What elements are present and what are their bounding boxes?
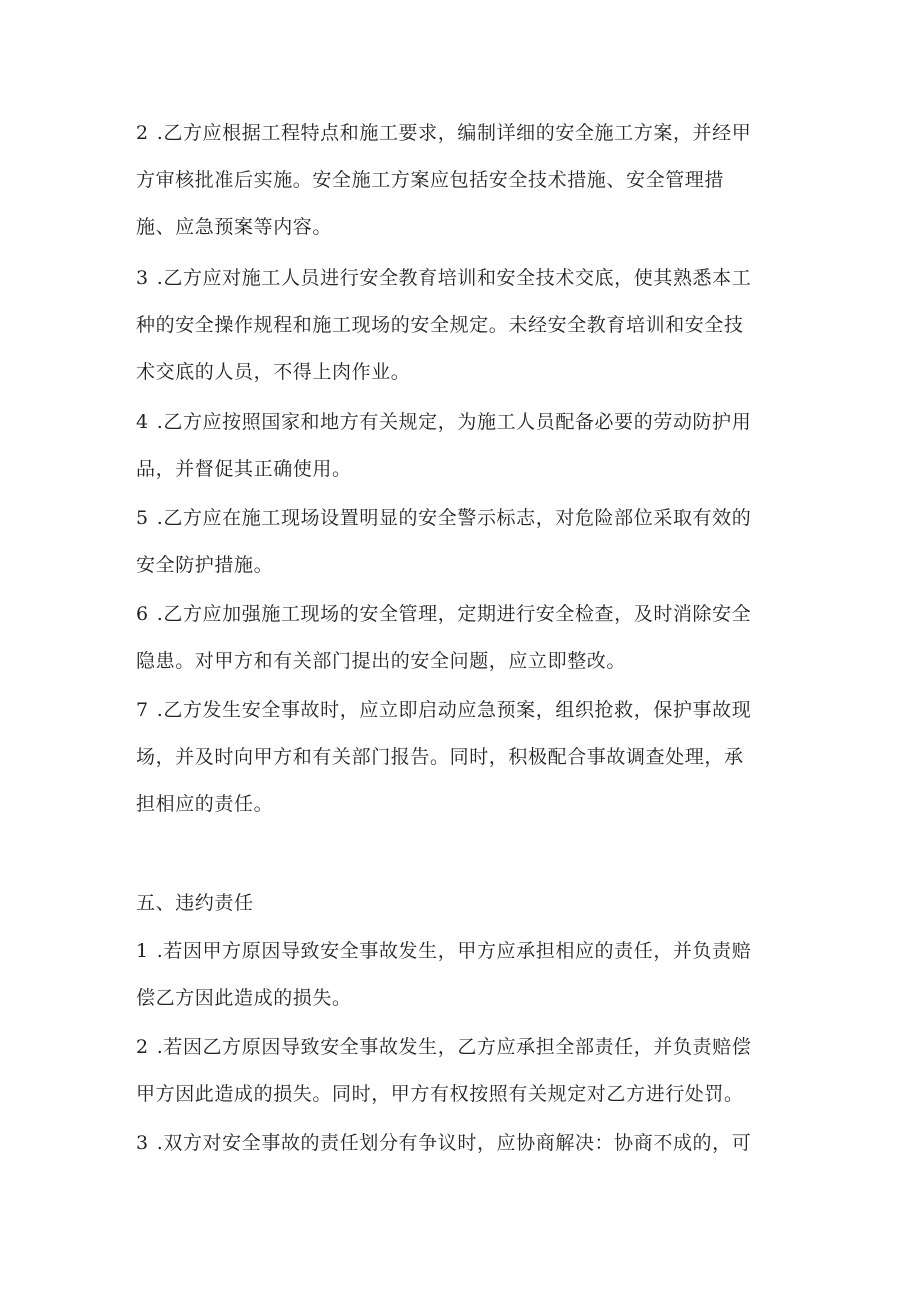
clause-4-6	[136, 591, 776, 685]
clause-number: 2	[136, 1036, 149, 1058]
clause-5-1	[136, 928, 776, 1022]
clause-4-5	[136, 495, 776, 589]
clause-number: 4	[136, 411, 149, 433]
clause-number: 1	[136, 940, 149, 962]
section-heading-breach-liability	[136, 880, 776, 927]
clause-5-3	[136, 1120, 776, 1167]
clause-text-line: 场，并及时向甲方和有关部门报告。同时，积极配合事故调查处理，承	[136, 746, 744, 768]
clause-text-line: .若因甲方原因导致安全事故发生，甲方应承担相应的责任，并负责赔	[156, 940, 752, 962]
clause-text-line: 担相应的责任。	[136, 793, 274, 815]
section-heading-text: 五、违约责任	[136, 892, 254, 914]
clause-text-line: 安全防护措施。	[136, 554, 274, 576]
clause-text-line: 甲方因此造成的损失。同时，甲方有权按照有关规定对乙方进行处罚。	[136, 1083, 744, 1105]
clause-4-2	[136, 110, 776, 251]
clause-text-line: .双方对安全事故的责任划分有争议时，应协商解决：协商不成的，可	[156, 1132, 752, 1154]
clause-text-line: 方审核批准后实施。安全施工方案应包括安全技术措施、安全管理措	[136, 169, 725, 191]
clause-number: 5	[136, 507, 149, 529]
clause-number: 2	[136, 122, 149, 144]
clause-4-3	[136, 255, 776, 396]
clause-4-4	[136, 399, 776, 493]
clause-number: 6	[136, 603, 149, 625]
clause-text-line: 术交底的人员，不得上肉作业。	[136, 361, 411, 383]
clause-text-line: 偿乙方因此造成的损失。	[136, 987, 352, 1009]
clause-text-line: .若因乙方原因导致安全事故发生，乙方应承担全部责任，并负责赔偿	[156, 1036, 752, 1058]
clause-text-line: .乙方发生安全事故时，应立即启动应急预案，组织抢救，保护事故现	[156, 699, 752, 721]
clause-text-line: 品，并督促其正确使用。	[136, 458, 352, 480]
clause-5-2	[136, 1024, 776, 1118]
clause-number: 7	[136, 699, 149, 721]
clause-4-7	[136, 687, 776, 828]
clause-text-line: 隐患。对甲方和有关部门提出的安全问题，应立即整改。	[136, 650, 627, 672]
clause-text-line: .乙方应对施工人员进行安全教育培训和安全技术交底，使其熟悉本工	[156, 267, 752, 289]
clause-text-line: .乙方应在施工现场设置明显的安全警示标志，对危险部位采取有效的	[156, 507, 752, 529]
clause-text-line: 种的安全操作规程和施工现场的安全规定。未经安全教育培训和安全技	[136, 314, 744, 336]
clause-text-line: .乙方应根据工程特点和施工要求，编制详细的安全施工方案，并经甲	[156, 122, 752, 144]
clause-text-line: 施、应急预案等内容。	[136, 216, 333, 238]
clause-number: 3	[136, 267, 149, 289]
clause-text-line: .乙方应按照国家和地方有关规定，为施工人员配备必要的劳动防护用	[156, 411, 752, 433]
clause-text-line: .乙方应加强施工现场的安全管理，定期进行安全检查，及时消除安全	[156, 603, 752, 625]
clause-number: 3	[136, 1132, 149, 1154]
